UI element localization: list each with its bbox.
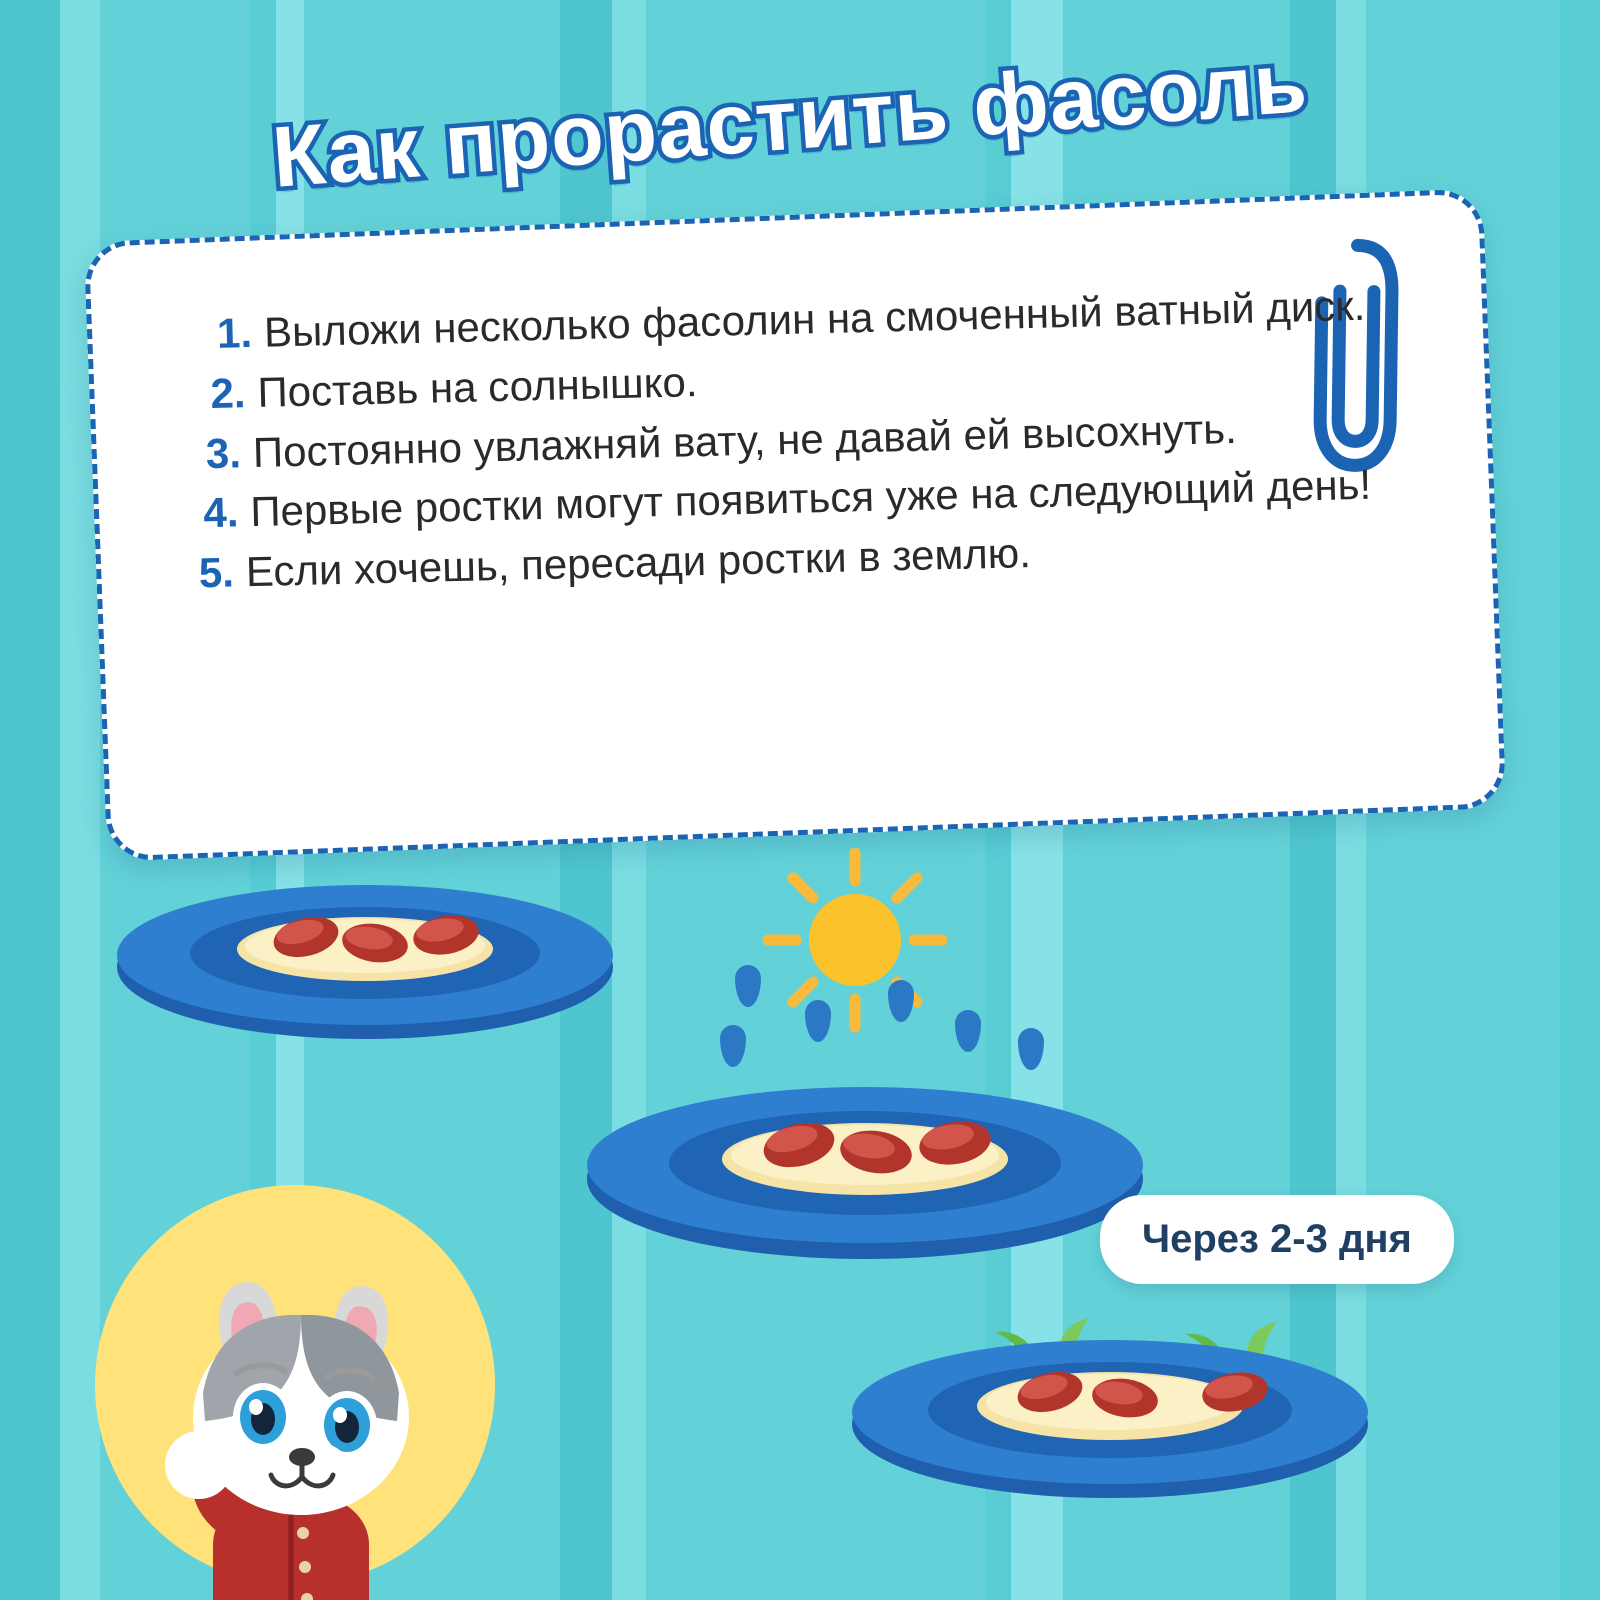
step-number: 2.: [209, 368, 247, 417]
sun-icon: [760, 845, 950, 1035]
background-stripe: [1560, 0, 1600, 1600]
step-text: Постоянно увлажняй вату, не давай ей высохнуть.: [252, 404, 1238, 476]
steps-list: [198, 278, 1415, 606]
step-text: Первые ростки могут появиться уже на следующий день!: [249, 460, 1372, 536]
step-number: 4.: [202, 488, 239, 537]
water-drop-icon: [805, 1000, 831, 1042]
status-badge: Через 2-3 дня: [1100, 1195, 1454, 1284]
background-stripe: [0, 0, 60, 1600]
plate-with-beans-icon: [580, 1075, 1150, 1265]
step-number: 5.: [198, 548, 235, 597]
background-stripe: [60, 0, 100, 1600]
step-text: Выложи несколько фасолин на смоченный ватный диск.: [263, 281, 1366, 356]
page-title: Как прорастить фасоль: [269, 34, 1311, 206]
plate-with-beans-icon: [110, 875, 620, 1045]
water-drop-icon: [720, 1025, 746, 1067]
water-drop-icon: [735, 965, 761, 1007]
step-number: 1.: [216, 309, 253, 357]
step-text: Поставь на солнышко.: [256, 357, 699, 416]
cat-mascot-icon: [95, 1185, 515, 1600]
instruction-card: [84, 188, 1507, 861]
water-drop-icon: [955, 1010, 981, 1052]
step-text: Если хочешь, пересади ростки в землю.: [245, 529, 1032, 596]
step-number: 3.: [205, 428, 242, 477]
plate-with-sprouted-beans-icon: [845, 1300, 1375, 1500]
